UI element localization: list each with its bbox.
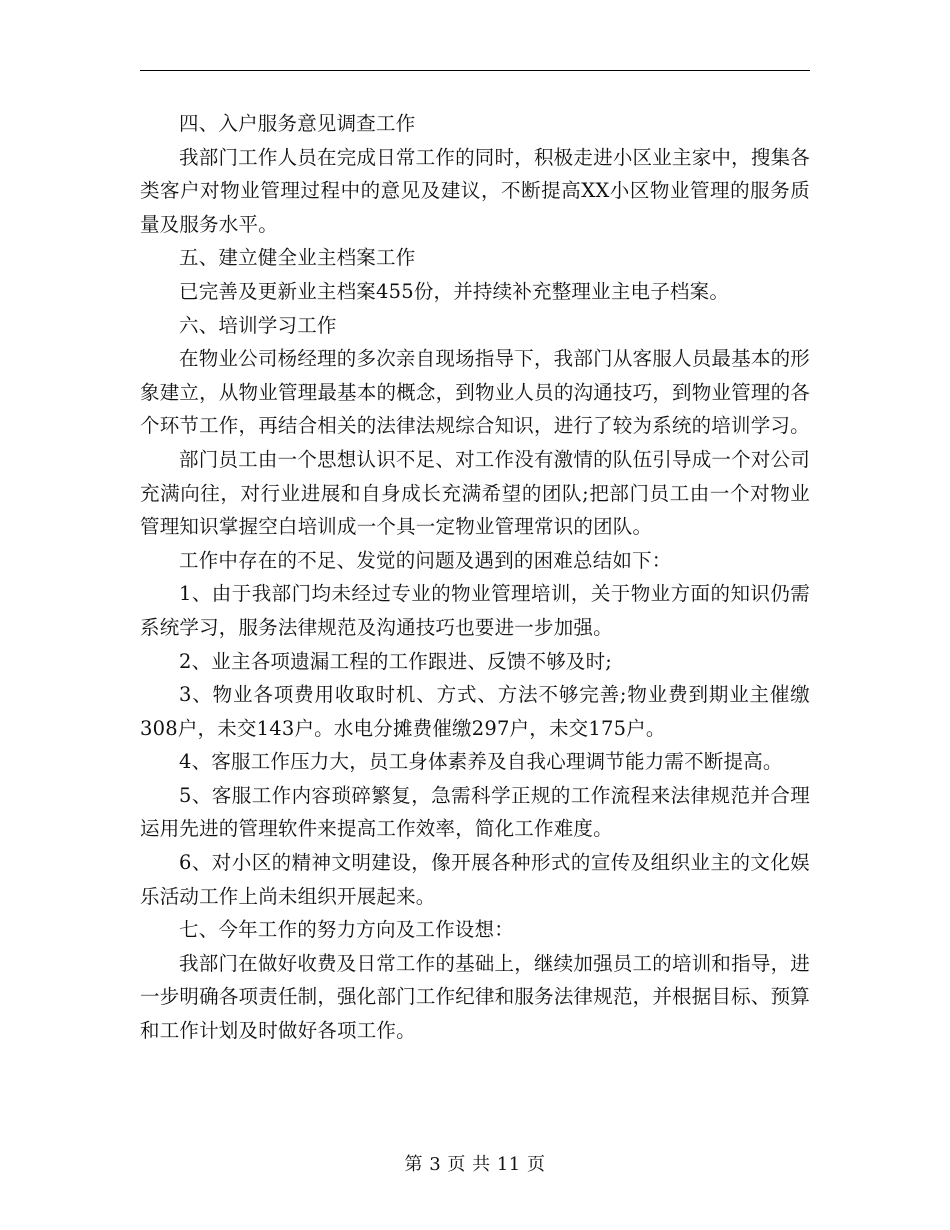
list-item-problem-4: 4、客服工作压力大，员工身体素养及自我心理调节能力需不断提高。 [179,750,783,774]
list-item-problem-2: 2、业主各项遗漏工程的工作跟进、反馈不够及时; [179,649,613,673]
paragraph-survey: 我部门工作人员在完成日常工作的同时，积极走进小区业主家中，搜集各类客户对物业管理过程中的意见及建议，不断提高XX小区物业管理的服务质量及服务水平。 [140,145,810,236]
list-item-problem-5: 5、客服工作内容琐碎繁复，急需科学正规的工作流程来法律规范并合理运用先进的管理软件来提高工作效率，简化工作难度。 [140,783,810,841]
paragraph-team: 部门员工由一个思想认识不足、对工作没有激情的队伍引导成一个对公司充满向往，对行业进展和自身成长充满希望的团队;把部门员工由一个对物业管理知识掌握空白培训成一个具一定物业管理常识的团队。 [140,447,810,539]
section-heading-archives: 五、建立健全业主档案工作 [179,246,416,270]
section-heading-training: 六、培训学习工作 [179,313,337,337]
section-heading-plans: 七、今年工作的努力方向及工作设想： [179,918,514,942]
list-item-problem-6: 6、对小区的精神文明建设，像开展各种形式的宣传及组织业主的文化娱乐活动工作上尚未组织开展起来。 [140,851,810,908]
header-rule [140,70,810,71]
paragraph-plans: 我部门在做好收费及日常工作的基础上，继续加强员工的培训和指导，进一步明确各项责任制，强化部门工作纪律和服务法律规范，并根据目标、预算和工作计划及时做好各项工作。 [140,951,810,1043]
list-item-problem-3: 3、物业各项费用收取时机、方式、方法不够完善;物业费到期业主催缴308户，未交143户。水电分摊费催缴297户，未交175户。 [140,683,810,740]
list-item-problem-1: 1、由于我部门均未经过专业的物业管理培训，关于物业方面的知识仍需系统学习，服务法律规范及沟通技巧也要进一步加强。 [140,582,810,639]
document-body [140,107,810,1048]
paragraph-archives: 已完善及更新业主档案455份，并持续补充整理业主电子档案。 [179,279,730,303]
section-heading-survey: 四、入户服务意见调查工作 [179,112,416,135]
paragraph-training: 在物业公司杨经理的多次亲自现场指导下，我部门从客服人员最基本的形象建立，从物业管理最基本的概念，到物业人员的沟通技巧，到物业管理的各个环节工作，再结合相关的法律法规综合知识，进行了较为系统的培训学习。 [140,347,810,438]
paragraph-problems-intro: 工作中存在的不足、发觉的问题及遇到的困难总结如下： [179,548,672,572]
page-number: 第 3 页 共 11 页 [404,1154,546,1175]
